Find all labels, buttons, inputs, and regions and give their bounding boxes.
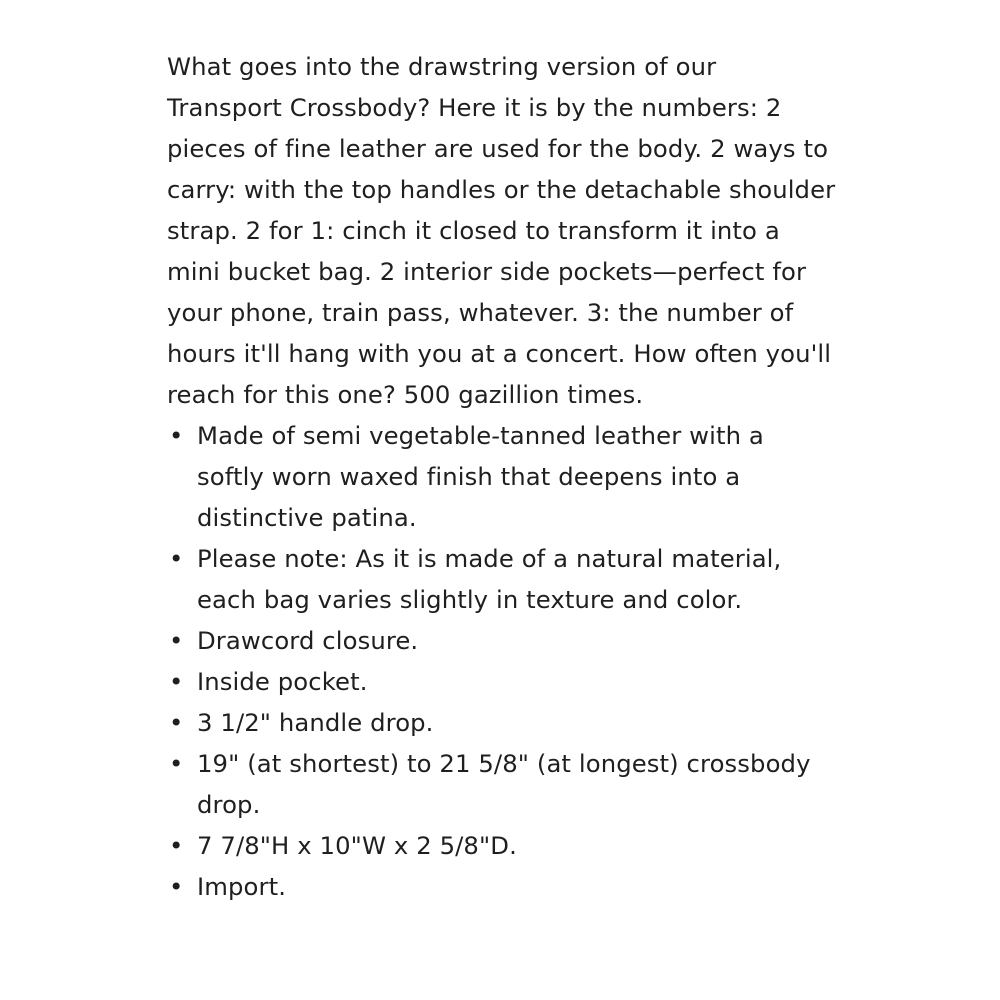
feature-text: Please note: As it is made of a natural material, each bag varies slightly in texture and color.	[197, 544, 782, 614]
bullet-icon: •	[169, 872, 184, 901]
feature-list-item	[167, 743, 837, 825]
feature-list-item	[167, 415, 837, 538]
product-description	[167, 46, 837, 907]
feature-text: Inside pocket.	[197, 667, 368, 696]
feature-text: 3 1/2" handle drop.	[197, 708, 434, 737]
feature-text: 7 7/8"H x 10"W x 2 5/8"D.	[197, 831, 517, 860]
bullet-icon: •	[169, 708, 184, 737]
bullet-icon: •	[169, 667, 184, 696]
bullet-icon: •	[169, 421, 184, 450]
feature-text: 19" (at shortest) to 21 5/8" (at longest) crossbody drop.	[197, 749, 811, 819]
feature-list-item	[167, 866, 837, 907]
feature-text: Made of semi vegetable-tanned leather with a softly worn waxed finish that deepens into a distinctive patina.	[197, 421, 764, 532]
bullet-icon: •	[169, 626, 184, 655]
feature-text: Import.	[197, 872, 287, 901]
feature-text: Drawcord closure.	[197, 626, 419, 655]
feature-list	[167, 415, 837, 907]
bullet-icon: •	[169, 544, 184, 573]
feature-list-item	[167, 620, 837, 661]
feature-list-item	[167, 825, 837, 866]
bullet-icon: •	[169, 831, 184, 860]
feature-list-item	[167, 702, 837, 743]
bullet-icon: •	[169, 749, 184, 778]
feature-list-item	[167, 661, 837, 702]
feature-list-item	[167, 538, 837, 620]
intro-paragraph: What goes into the drawstring version of our Transport Crossbody? Here it is by the numbers: 2 pieces of fine leather are used for the body. 2 ways to carry: with the top handles or the detachable shoulder strap. 2 for 1: cinch it closed to transform it into a mini bucket bag. 2 interior side pockets—perfect for your phone, train pass, whatever. 3: the number of hours it'll hang with you at a concert. How often you'll reach for this one? 500 gazillion times.	[167, 52, 836, 409]
